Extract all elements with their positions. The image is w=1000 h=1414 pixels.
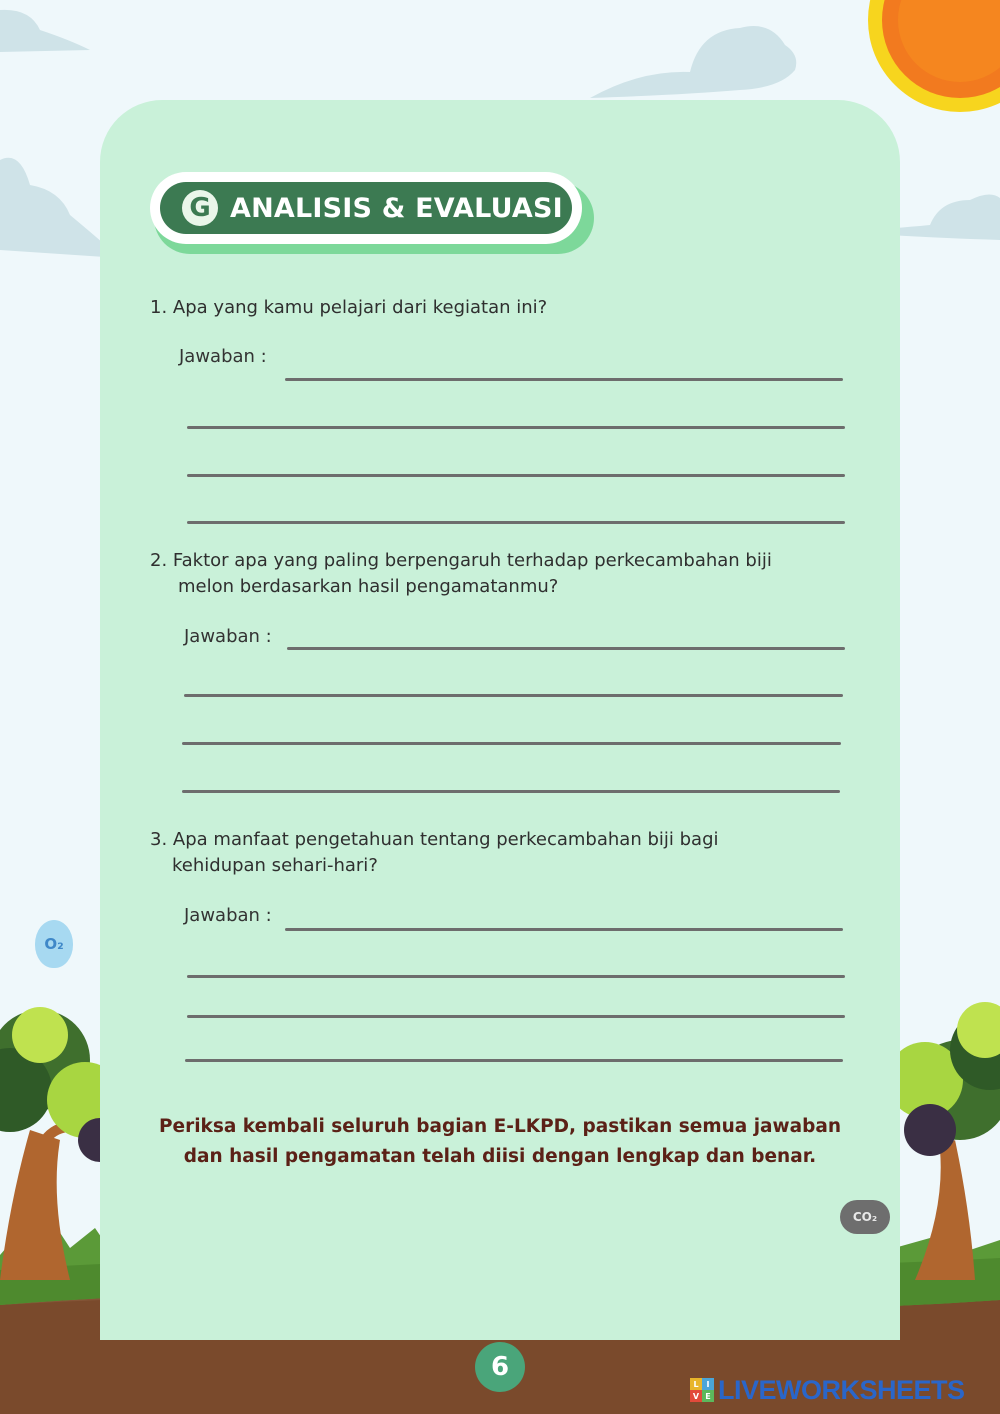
question-3 [150, 827, 719, 853]
question-1-answer-line-4[interactable] [187, 521, 845, 524]
page-number: 6 [475, 1342, 525, 1392]
liveworksheets-logo-icon [690, 1378, 714, 1402]
question-2-answer-line-4[interactable] [182, 790, 840, 793]
section-header [150, 172, 596, 256]
section-header-frame [150, 172, 582, 244]
question-3-number: 3. [150, 829, 168, 850]
logo-letter-e: E [702, 1390, 714, 1402]
question-2-answer-line-1[interactable] [287, 647, 845, 650]
question-2-text-line-1: Faktor apa yang paling berpengaruh terhadap perkecambahan biji [172, 550, 772, 571]
question-1-answer-label: Jawaban : [179, 346, 267, 367]
question-2-answer-line-3[interactable] [182, 742, 841, 745]
question-1-answer-line-2[interactable] [187, 426, 845, 429]
question-2 [150, 548, 772, 574]
question-3-answer-label: Jawaban : [184, 905, 272, 926]
closing-line-2: dan hasil pengamatan telah diisi dengan lengkap dan benar. [183, 1146, 817, 1167]
sun-icon [868, 0, 1000, 112]
question-3-continued [172, 853, 378, 879]
question-1-text: Apa yang kamu pelajari dari kegiatan ini? [172, 297, 548, 318]
question-3-answer-line-2[interactable] [187, 975, 845, 978]
question-2-answer-label: Jawaban : [184, 626, 272, 647]
co2-cloud-icon: CO₂ [840, 1200, 890, 1234]
liveworksheets-logo [690, 1373, 965, 1407]
logo-letter-l: L [690, 1378, 702, 1390]
closing-instruction [150, 1112, 850, 1172]
question-3-text-line-2: kehidupan sehari-hari? [172, 855, 378, 876]
section-header-pill [160, 182, 572, 234]
question-1-answer-line-1[interactable] [285, 378, 843, 381]
liveworksheets-wordmark: LIVEWORKSHEETS [718, 1374, 965, 1405]
question-2-answer-line-2[interactable] [184, 694, 843, 697]
section-title: ANALISIS & EVALUASI [230, 192, 563, 224]
question-3-text-line-1: Apa manfaat pengetahuan tentang perkecambahan biji bagi [172, 829, 719, 850]
logo-letter-v: V [690, 1390, 702, 1402]
section-letter-badge: G [182, 190, 218, 226]
question-3-answer-line-3[interactable] [187, 1015, 845, 1018]
question-2-number: 2. [150, 550, 168, 571]
question-2-text-line-2: melon berdasarkan hasil pengamatanmu? [178, 576, 559, 597]
question-3-answer-line-4[interactable] [185, 1059, 843, 1062]
closing-line-1: Periksa kembali seluruh bagian E-LKPD, pastikan semua jawaban [158, 1116, 842, 1137]
question-3-answer-line-1[interactable] [285, 928, 843, 931]
question-1-answer-line-3[interactable] [187, 474, 845, 477]
question-1-number: 1. [150, 297, 168, 318]
question-1 [150, 295, 547, 321]
oxygen-bubble-icon: O₂ [35, 920, 73, 968]
question-2-continued [178, 574, 558, 600]
logo-letter-i: I [702, 1378, 714, 1390]
